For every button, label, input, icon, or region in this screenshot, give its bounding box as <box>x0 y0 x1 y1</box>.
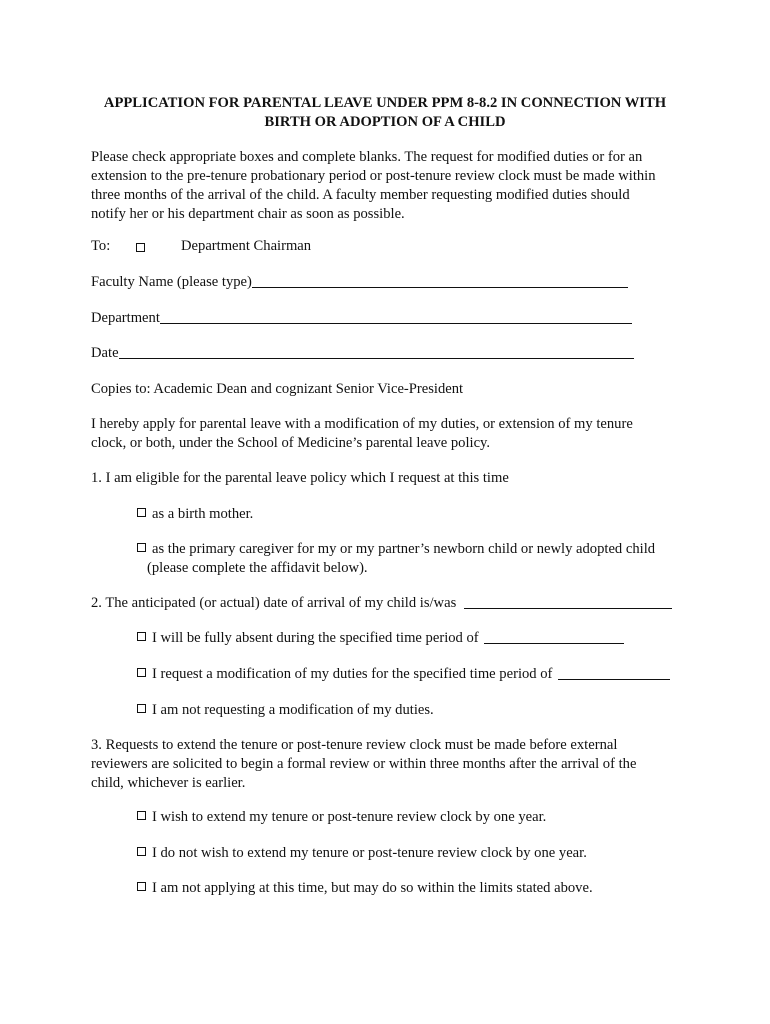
modify-period-field[interactable] <box>558 666 670 680</box>
section-2-heading-row <box>91 594 672 613</box>
checkbox-birth-mother[interactable] <box>137 508 146 517</box>
intro-line: extension to the pre-tenure probationary period or post-tenure review clock must be made within <box>91 168 656 184</box>
date-label: Date <box>91 345 119 361</box>
option-primary-caregiver <box>137 540 655 578</box>
option-not-extend-clock <box>137 844 587 863</box>
title-line-1: APPLICATION FOR PARENTAL LEAVE UNDER PPM 8-8.2 IN CONNECTION WITH <box>103 95 667 111</box>
option-birth-mother <box>137 505 253 524</box>
option-fully-absent <box>137 629 624 648</box>
checkbox-primary-caregiver[interactable] <box>137 543 146 552</box>
intro-line: notify her or his department chair as soon as possible. <box>91 206 405 222</box>
extend-clock-label: I wish to extend my tenure or post-tenure review clock by one year. <box>152 809 547 825</box>
section-3-line: child, whichever is earlier. <box>91 775 246 791</box>
date-field[interactable] <box>119 345 634 359</box>
absent-period-field[interactable] <box>484 630 624 644</box>
apply-line: clock, or both, under the School of Medicine’s parental leave policy. <box>91 435 491 451</box>
checkbox-fully-absent[interactable] <box>137 632 146 641</box>
intro-paragraph <box>91 148 656 224</box>
date-row <box>91 344 634 363</box>
section-1-heading: 1. I am eligible for the parental leave policy which I request at this time <box>91 470 509 486</box>
faculty-name-row <box>91 273 628 292</box>
arrival-date-field[interactable] <box>464 595 672 609</box>
checkbox-department-chairman[interactable] <box>136 243 145 252</box>
section-2-heading: 2. The anticipated (or actual) date of arrival of my child is/was <box>91 595 457 611</box>
section-3-text <box>91 736 636 793</box>
to-option-label: Department Chairman <box>181 238 312 254</box>
department-field[interactable] <box>160 310 632 324</box>
intro-line: three months of the arrival of the child. A faculty member requesting modified duties should <box>91 187 630 203</box>
department-row <box>91 309 632 328</box>
form-title <box>60 94 710 132</box>
no-modification-label: I am not requesting a modification of my duties. <box>152 702 434 718</box>
not-extend-clock-label: I do not wish to extend my tenure or post-tenure review clock by one year. <box>152 845 587 861</box>
birth-mother-label: as a birth mother. <box>152 506 254 522</box>
apply-line: I hereby apply for parental leave with a modification of my duties, or extension of my tenure <box>91 416 633 432</box>
modify-duties-label: I request a modification of my duties for the specified time period of <box>152 666 553 682</box>
option-no-modification <box>137 701 434 720</box>
section-3-line: 3. Requests to extend the tenure or post-tenure review clock must be made before external <box>91 737 618 753</box>
faculty-name-label: Faculty Name (please type) <box>91 274 252 290</box>
option-not-applying <box>137 879 593 898</box>
checkbox-not-applying[interactable] <box>137 882 146 891</box>
copies-to: Copies to: Academic Dean and cognizant Senior Vice-President <box>91 381 464 397</box>
checkbox-modify-duties[interactable] <box>137 668 146 677</box>
intro-line: Please check appropriate boxes and complete blanks. The request for modified duties or for an <box>91 149 643 165</box>
title-line-2: BIRTH OR ADOPTION OF A CHILD <box>264 114 506 130</box>
department-label: Department <box>91 310 160 326</box>
section-3-line: reviewers are solicited to begin a formal review or within three months after the arrival of the <box>91 756 637 772</box>
to-label: To: <box>91 238 111 254</box>
checkbox-no-modification[interactable] <box>137 704 146 713</box>
option-modify-duties <box>137 665 670 684</box>
primary-caregiver-note: (please complete the affidavit below). <box>147 560 368 576</box>
faculty-name-field[interactable] <box>252 274 628 288</box>
apply-paragraph <box>91 415 633 453</box>
checkbox-not-extend-clock[interactable] <box>137 847 146 856</box>
checkbox-extend-clock[interactable] <box>137 811 146 820</box>
primary-caregiver-label: as the primary caregiver for my or my partner’s newborn child or newly adopted child <box>152 541 656 557</box>
option-extend-clock <box>137 808 546 827</box>
not-applying-label: I am not applying at this time, but may do so within the limits stated above. <box>152 880 593 896</box>
fully-absent-label: I will be fully absent during the specified time period of <box>152 630 479 646</box>
